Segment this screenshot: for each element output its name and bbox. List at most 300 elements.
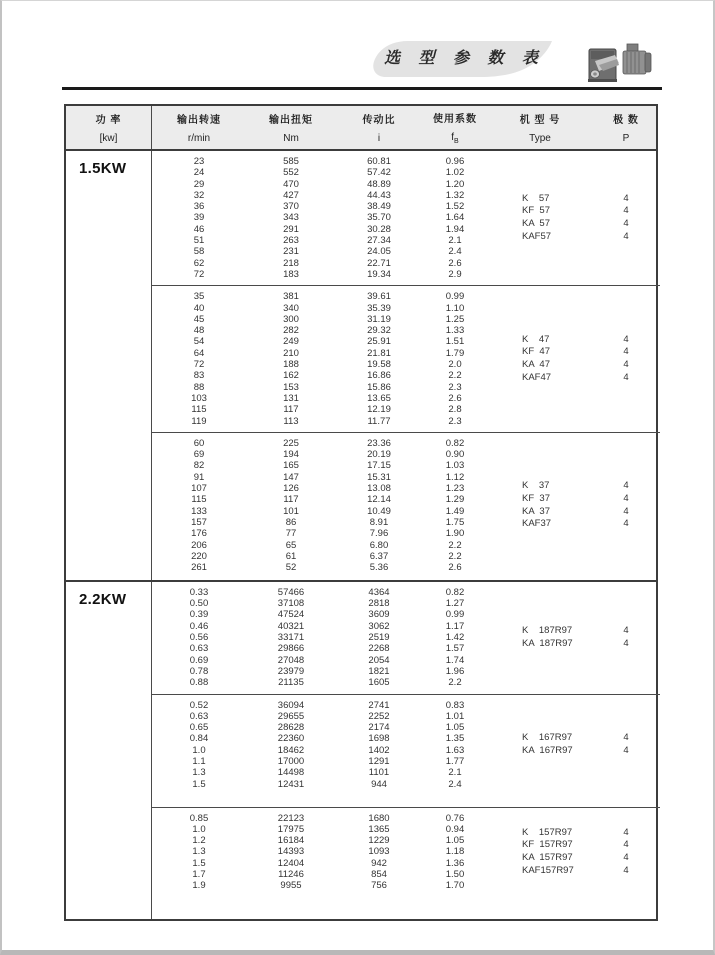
- speed-value: 46: [193, 223, 205, 235]
- ratio-value: 7.96: [369, 528, 389, 540]
- torque-value: 381: [283, 291, 299, 303]
- factor-value: 0.99: [445, 609, 465, 621]
- factor-value: 1.35: [445, 733, 465, 745]
- torque-value: 340: [283, 302, 299, 314]
- speed-value: 0.63: [189, 710, 209, 722]
- speed-value: 58: [193, 246, 205, 258]
- torque-value: 14393: [277, 846, 305, 858]
- col-model-type: [488, 433, 592, 579]
- speed-value: 29: [193, 178, 205, 190]
- column-header-power: [66, 106, 152, 149]
- torque-value: 27048: [277, 654, 305, 666]
- col-model-type: [488, 286, 592, 432]
- speed-value: 1.9: [192, 880, 206, 892]
- factor-symbol: $f_B$: [451, 132, 459, 145]
- ratio-value: 48.89: [367, 178, 391, 190]
- speed-value: 23: [193, 156, 205, 167]
- speed-value: 32: [193, 189, 205, 201]
- type-label-zh: 机 型 号: [519, 115, 561, 126]
- speed-value: 64: [193, 347, 205, 359]
- torque-value: 282: [283, 325, 299, 337]
- col-speed: [152, 582, 246, 694]
- factor-value: 1.75: [445, 516, 465, 528]
- torque-value: 153: [283, 381, 299, 393]
- speed-value: 62: [193, 257, 205, 269]
- ratio-value: 17.15: [367, 460, 391, 472]
- factor-value: 0.94: [445, 823, 465, 835]
- poles-value: 4: [623, 744, 629, 756]
- factor-value: 1.94: [445, 223, 465, 235]
- poles-symbol: P: [622, 133, 630, 144]
- model-type: K 187R97: [522, 624, 573, 636]
- ratio-value: 944: [371, 778, 387, 790]
- speed-value: 83: [193, 370, 205, 382]
- model-type: KF 47: [522, 346, 550, 358]
- factor-value: 1.33: [445, 325, 465, 337]
- factor-value: 2.0: [448, 359, 462, 371]
- speed-value: 206: [191, 539, 207, 551]
- speed-value: 35: [193, 291, 205, 303]
- torque-value: 165: [283, 460, 299, 472]
- model-type: K 37: [522, 480, 550, 492]
- factor-value: 1.96: [445, 665, 465, 677]
- factor-value: 1.18: [445, 846, 465, 858]
- torque-value: 218: [283, 257, 299, 269]
- model-type: KA 57: [522, 218, 550, 230]
- factor-value: 0.76: [445, 812, 465, 824]
- ratio-value: 19.58: [367, 359, 391, 371]
- col-torque: [246, 286, 336, 432]
- speed-value: 176: [191, 528, 207, 540]
- torque-label-zh: 输出扭矩: [269, 115, 313, 126]
- ratio-value: 2741: [368, 699, 390, 711]
- ratio-value: 35.39: [367, 302, 391, 314]
- torque-value: 225: [283, 437, 299, 449]
- group-blocks: [152, 151, 660, 580]
- model-type: K 57: [522, 192, 550, 204]
- header-rule: [62, 87, 662, 90]
- ratio-value: 2519: [368, 632, 390, 644]
- ratio-value: 19.34: [367, 268, 391, 280]
- speed-value: 0.88: [189, 677, 209, 689]
- speed-value: 69: [193, 449, 205, 461]
- factor-value: 1.05: [445, 722, 465, 734]
- factor-value: 1.03: [445, 460, 465, 472]
- ratio-value: 1402: [368, 744, 390, 756]
- power-rating-label: 1.5KW: [66, 151, 152, 580]
- col-poles: [592, 433, 660, 579]
- data-block: [152, 694, 660, 807]
- col-ratio: [336, 151, 422, 285]
- power-group: [66, 151, 656, 580]
- ratio-value: 30.28: [367, 223, 391, 235]
- power-label-zh: 功 率: [95, 115, 122, 126]
- col-factor: [422, 151, 488, 285]
- col-model-type: [488, 151, 592, 285]
- ratio-value: 16.86: [367, 370, 391, 382]
- torque-value: 18462: [277, 744, 305, 756]
- col-torque: [246, 808, 336, 919]
- page-title: 选 型 参 数 表: [384, 50, 545, 67]
- poles-value: 4: [623, 518, 629, 530]
- factor-value: 1.36: [445, 857, 465, 869]
- speed-value: 91: [193, 471, 205, 483]
- torque-value: 12404: [277, 857, 305, 869]
- torque-value: 37108: [277, 598, 305, 610]
- data-block: [152, 151, 660, 285]
- speed-value: 1.3: [192, 767, 206, 779]
- torque-value: 263: [283, 235, 299, 247]
- ratio-value: 6.80: [369, 539, 389, 551]
- poles-value: 4: [623, 346, 629, 358]
- col-ratio: [336, 808, 422, 919]
- ratio-label-zh: 传动比: [362, 115, 396, 126]
- model-type: KA 167R97: [522, 744, 573, 756]
- factor-value: 1.49: [445, 505, 465, 517]
- torque-value: 113: [283, 415, 299, 427]
- torque-value: 16184: [277, 835, 305, 847]
- col-ratio: [336, 433, 422, 580]
- factor-value: 2.2: [448, 370, 462, 382]
- power-group: [66, 580, 656, 919]
- ratio-symbol: i: [377, 133, 381, 144]
- column-header-speed: [152, 106, 246, 149]
- ratio-value: 6.37: [369, 550, 389, 562]
- factor-value: 1.32: [445, 189, 465, 201]
- poles-label-zh: 极 数: [613, 115, 639, 126]
- speed-value: 54: [193, 336, 205, 348]
- col-factor: [422, 433, 488, 580]
- torque-value: 33171: [277, 632, 305, 644]
- speed-value: 24: [193, 167, 205, 179]
- ratio-value: 1821: [368, 665, 390, 677]
- factor-value: 2.6: [448, 392, 462, 404]
- torque-value: 29866: [277, 643, 305, 655]
- speed-value: 36: [193, 201, 205, 213]
- speed-value: 0.65: [189, 722, 209, 734]
- ratio-value: 1291: [368, 756, 390, 768]
- speed-label-zh: 输出转速: [177, 115, 221, 126]
- model-type: KA 187R97: [522, 637, 573, 649]
- speed-value: 1.0: [192, 744, 206, 756]
- col-ratio: [336, 286, 422, 432]
- column-header-service-factor: [422, 106, 488, 149]
- ratio-value: 35.70: [367, 212, 391, 224]
- model-type: K 167R97: [522, 731, 573, 743]
- col-factor: [422, 808, 488, 919]
- model-type: KAF157R97: [522, 864, 574, 876]
- torque-value: 427: [283, 189, 299, 201]
- ratio-value: 1093: [368, 846, 390, 858]
- factor-value: 1.77: [445, 756, 465, 768]
- factor-value: 1.63: [445, 744, 465, 756]
- speed-value: 72: [193, 268, 205, 280]
- factor-value: 2.1: [448, 235, 462, 247]
- factor-value: 1.10: [445, 302, 465, 314]
- factor-value: 1.79: [445, 347, 465, 359]
- torque-value: 61: [285, 550, 297, 562]
- torque-value: 585: [283, 156, 299, 167]
- power-rating-label: 2.2KW: [66, 582, 152, 919]
- torque-value: 23979: [277, 665, 305, 677]
- col-torque: [246, 433, 336, 580]
- ratio-value: 2174: [368, 722, 390, 734]
- torque-value: 86: [285, 516, 297, 528]
- torque-value: 22360: [277, 733, 305, 745]
- speed-value: 0.50: [189, 598, 209, 610]
- model-type: KF 37: [522, 492, 550, 504]
- speed-value: 1.5: [192, 857, 206, 869]
- torque-unit: Nm: [283, 133, 299, 144]
- type-label-en: Type: [529, 133, 551, 144]
- torque-value: 11246: [278, 869, 304, 881]
- factor-value: 1.74: [445, 654, 465, 666]
- speed-value: 0.33: [189, 586, 209, 598]
- model-type: KAF47: [522, 371, 552, 383]
- torque-value: 183: [283, 268, 299, 280]
- col-factor: [422, 582, 488, 694]
- col-speed: [152, 695, 246, 807]
- torque-value: 210: [283, 347, 299, 359]
- ratio-value: 3062: [368, 620, 390, 632]
- data-block: [152, 285, 660, 432]
- factor-label-zh: 使用系数: [433, 114, 477, 125]
- speed-value: 51: [193, 235, 205, 247]
- ratio-value: 44.43: [367, 189, 391, 201]
- factor-value: 0.90: [445, 449, 465, 461]
- factor-value: 1.90: [445, 528, 465, 540]
- model-type: KA 47: [522, 359, 550, 371]
- model-type: K 47: [522, 333, 550, 345]
- speed-value: 0.46: [189, 620, 209, 632]
- torque-value: 370: [283, 201, 299, 213]
- ratio-value: 854: [371, 869, 387, 881]
- speed-value: 1.3: [192, 846, 206, 858]
- torque-value: 28628: [277, 722, 305, 734]
- col-ratio: [336, 582, 422, 694]
- poles-value: 4: [623, 192, 629, 204]
- factor-value: 2.1: [448, 767, 462, 779]
- poles-value: 4: [623, 205, 629, 217]
- group-blocks: [152, 582, 660, 919]
- speed-value: 157: [191, 516, 207, 528]
- torque-value: 21135: [278, 677, 304, 689]
- speed-value: 1.5: [192, 778, 206, 790]
- factor-value: 1.02: [445, 167, 465, 179]
- ratio-value: 1101: [368, 767, 390, 779]
- torque-value: 470: [283, 178, 299, 190]
- factor-value: 1.29: [445, 494, 465, 506]
- col-torque: [246, 151, 336, 285]
- col-speed: [152, 286, 246, 432]
- torque-value: 300: [283, 313, 299, 325]
- torque-value: 131: [283, 392, 299, 404]
- factor-value: 2.2: [448, 677, 462, 689]
- factor-value: 2.6: [448, 257, 462, 269]
- speed-value: 1.7: [192, 869, 206, 881]
- ratio-value: 31.19: [367, 313, 391, 325]
- factor-value: 0.82: [445, 437, 465, 449]
- torque-value: 40321: [277, 620, 305, 632]
- ratio-value: 4364: [368, 586, 390, 598]
- factor-value: 1.70: [445, 880, 465, 892]
- speed-value: 261: [191, 562, 207, 574]
- col-speed: [152, 151, 246, 285]
- ratio-value: 11.77: [367, 415, 391, 427]
- torque-value: 343: [283, 212, 299, 224]
- factor-value: 0.99: [445, 291, 465, 303]
- torque-value: 291: [283, 223, 299, 235]
- torque-value: 552: [283, 167, 299, 179]
- speed-value: 40: [193, 302, 205, 314]
- speed-value: 82: [193, 460, 205, 472]
- table-body: [66, 151, 656, 919]
- col-model-type: [488, 808, 592, 897]
- ratio-value: 5.36: [369, 562, 389, 574]
- ratio-value: 10.49: [367, 505, 391, 517]
- table-header-row: [66, 106, 656, 151]
- col-ratio: [336, 695, 422, 807]
- ratio-value: 3609: [368, 609, 390, 621]
- ratio-value: 27.34: [367, 235, 391, 247]
- torque-value: 101: [283, 505, 299, 517]
- speed-value: 72: [193, 359, 205, 371]
- ratio-value: 39.61: [367, 291, 391, 303]
- speed-value: 88: [193, 381, 205, 393]
- ratio-value: 15.31: [367, 471, 391, 483]
- model-type: KAF37: [522, 518, 552, 530]
- torque-value: 231: [283, 246, 299, 258]
- factor-value: 1.05: [445, 835, 465, 847]
- speed-value: 119: [191, 415, 207, 427]
- factor-value: 2.2: [448, 539, 462, 551]
- model-type: KA 37: [522, 505, 550, 517]
- ratio-value: 60.81: [367, 156, 391, 167]
- col-poles: [592, 286, 660, 432]
- factor-value: 1.50: [445, 869, 465, 881]
- model-type: KA 157R97: [522, 852, 573, 864]
- ratio-value: 23.36: [367, 437, 391, 449]
- poles-value: 4: [623, 864, 629, 876]
- title-banner: [370, 41, 552, 77]
- speed-value: 0.69: [189, 654, 209, 666]
- torque-value: 162: [283, 370, 299, 382]
- poles-value: 4: [623, 731, 629, 743]
- torque-value: 17000: [277, 756, 305, 768]
- torque-value: 65: [285, 539, 297, 551]
- speed-value: 0.85: [189, 812, 209, 824]
- ratio-value: 21.81: [367, 347, 391, 359]
- ratio-value: 1680: [368, 812, 390, 824]
- col-speed: [152, 433, 246, 580]
- poles-value: 4: [623, 218, 629, 230]
- poles-value: 4: [623, 624, 629, 636]
- model-type: K 157R97: [522, 826, 573, 838]
- poles-value: 4: [623, 637, 629, 649]
- speed-value: 133: [191, 505, 207, 517]
- factor-value: 1.52: [445, 201, 465, 213]
- factor-value: 2.9: [448, 268, 462, 280]
- ratio-value: 2818: [368, 598, 390, 610]
- col-factor: [422, 695, 488, 807]
- torque-value: 126: [283, 483, 299, 495]
- torque-value: 77: [285, 528, 297, 540]
- torque-value: 17975: [277, 823, 305, 835]
- data-block: [152, 582, 660, 694]
- speed-value: 0.84: [189, 733, 209, 745]
- column-header-type: [488, 106, 592, 149]
- ratio-value: 38.49: [367, 201, 391, 213]
- torque-value: 36094: [277, 699, 305, 711]
- col-model-type: [488, 695, 592, 795]
- poles-value: 4: [623, 852, 629, 864]
- col-torque: [246, 582, 336, 694]
- model-type: KF 157R97: [522, 839, 573, 851]
- torque-value: 249: [283, 336, 299, 348]
- data-block: [152, 432, 660, 580]
- ratio-value: 1365: [368, 823, 390, 835]
- poles-value: 4: [623, 826, 629, 838]
- ratio-value: 29.32: [367, 325, 391, 337]
- speed-value: 0.63: [189, 643, 209, 655]
- speed-value: 115: [191, 494, 207, 506]
- col-speed: [152, 808, 246, 919]
- ratio-value: 20.19: [367, 449, 391, 461]
- ratio-value: 2054: [368, 654, 390, 666]
- torque-value: 188: [283, 359, 299, 371]
- ratio-value: 1229: [368, 835, 390, 847]
- poles-value: 4: [623, 333, 629, 345]
- ratio-value: 22.71: [367, 257, 391, 269]
- factor-value: 1.23: [445, 483, 465, 495]
- torque-value: 117: [283, 494, 299, 506]
- factor-value: 0.96: [445, 156, 465, 167]
- ratio-value: 25.91: [367, 336, 391, 348]
- torque-value: 22123: [277, 812, 305, 824]
- ratio-value: 12.19: [367, 404, 391, 416]
- ratio-value: 1605: [368, 677, 390, 689]
- column-header-ratio: [336, 106, 422, 149]
- data-block: [152, 807, 660, 919]
- speed-value: 115: [191, 404, 207, 416]
- factor-value: 1.25: [445, 313, 465, 325]
- speed-unit: r/min: [187, 133, 211, 144]
- factor-value: 1.57: [445, 643, 465, 655]
- col-torque: [246, 695, 336, 807]
- model-type: KF 57: [522, 205, 550, 217]
- torque-value: 52: [285, 562, 297, 574]
- torque-value: 117: [283, 404, 299, 416]
- factor-value: 2.3: [448, 415, 462, 427]
- speed-value: 0.56: [189, 632, 209, 644]
- poles-value: 4: [623, 230, 629, 242]
- torque-value: 147: [283, 471, 299, 483]
- col-poles: [592, 808, 660, 897]
- speed-value: 0.52: [189, 699, 209, 711]
- ratio-value: 2268: [368, 643, 390, 655]
- torque-value: 47524: [277, 609, 305, 621]
- poles-value: 4: [623, 371, 629, 383]
- factor-value: 2.3: [448, 381, 462, 393]
- col-poles: [592, 151, 660, 285]
- factor-value: 0.82: [445, 586, 465, 598]
- column-header-poles: [592, 106, 660, 149]
- factor-value: 0.83: [445, 699, 465, 711]
- ratio-value: 24.05: [367, 246, 391, 258]
- factor-value: 1.42: [445, 632, 465, 644]
- factor-value: 1.64: [445, 212, 465, 224]
- torque-value: 12431: [277, 778, 305, 790]
